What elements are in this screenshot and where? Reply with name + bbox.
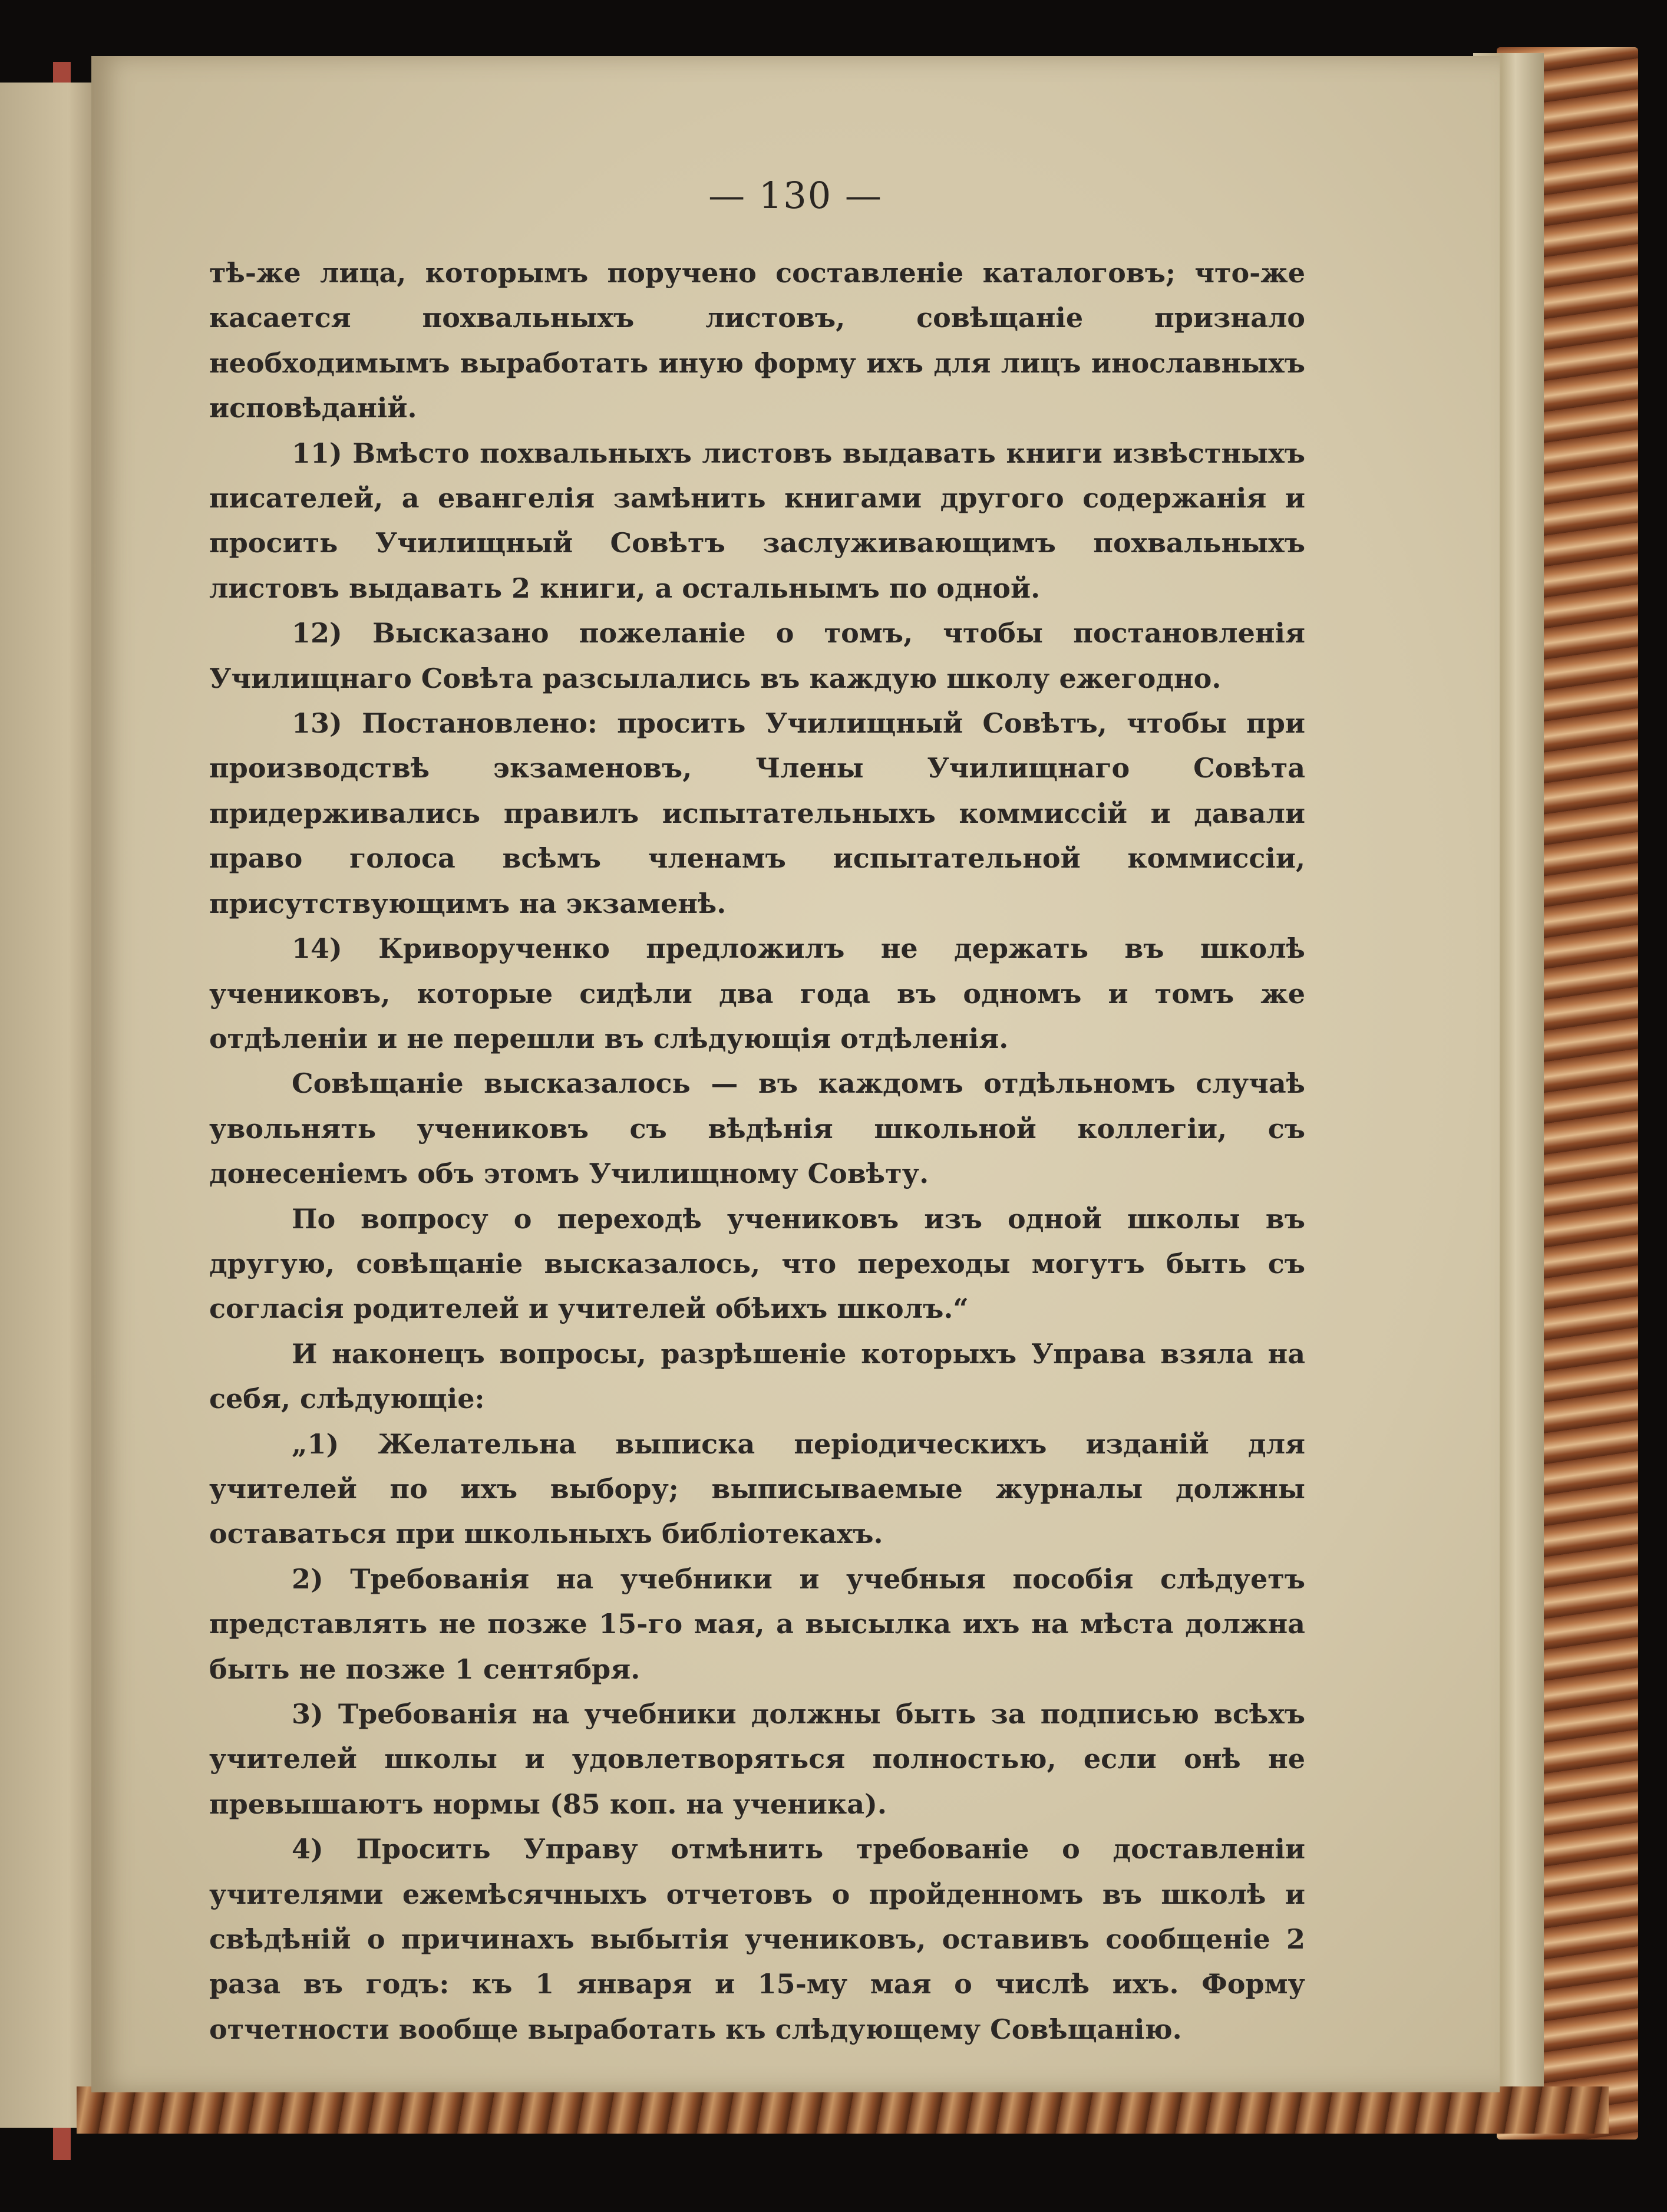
- book-page: [91, 56, 1500, 2092]
- paragraph: тѣ-же лица, которымъ поручено составленіе каталоговъ; что-же касается похвальныхъ листовъ, совѣщаніе признало необходимымъ выработать иную форму ихъ для лицъ инославныхъ исповѣданій.: [209, 257, 1305, 424]
- paragraph-item-2: 2) Требованія на учебники и учебныя пособія слѣдуетъ представлять не позже 15-го мая, а высылка ихъ на мѣста должна быть не позже 1 сентября.: [209, 1562, 1305, 1685]
- page-number: — 130 —: [708, 174, 883, 217]
- paragraph: Совѣщаніе высказалось — въ каждомъ отдѣльномъ случаѣ увольнять учениковъ съ вѣдѣнія школьной коллегіи, съ донесеніемъ объ этомъ Училищному Совѣту.: [209, 1067, 1305, 1190]
- paragraph-item-4: 4) Просить Управу отмѣнить требованіе о доставленіи учителями ежемѣсячныхъ отчетовъ о пройденномъ въ школѣ и свѣдѣній о причинахъ выбытія учениковъ, оставивъ сообщеніе 2 раза въ годъ: къ 1 января и 15-му мая о числѣ ихъ. Форму отчетности вообще выработать къ слѣдующему Совѣщанію.: [209, 1833, 1305, 2045]
- bottom-cover-edge: [77, 2086, 1609, 2134]
- paragraph-item-13: 13) Постановлено: просить Училищный Совѣтъ, чтобы при производствѣ экзаменовъ, Члены Училищнаго Совѣта придерживались правилъ испытательныхъ коммиссій и давали право голоса всѣмъ членамъ испытательной коммиссіи, присутствующимъ на экзаменѣ.: [209, 707, 1305, 919]
- page-text: [209, 250, 1305, 2052]
- paragraph-item-3: 3) Требованія на учебники должны быть за подписью всѣхъ учителей школы и удовлетворяться полностью, если онѣ не превышаютъ нормы (85 коп. на ученика).: [209, 1698, 1305, 1820]
- facing-page-edge: [0, 83, 101, 2128]
- paragraph: По вопросу о переходѣ учениковъ изъ одной школы въ другую, совѣщаніе высказалось, что переходы могутъ быть съ согласія родителей и учителей обѣихъ школъ.“: [209, 1202, 1305, 1325]
- paragraph-item-1: „1) Желательна выписка періодическихъ изданій для учителей по ихъ выбору; выписываемые журналы должны оставаться при школьныхъ библіотекахъ.: [209, 1428, 1305, 1550]
- paragraph-item-14: 14) Криворученко предложилъ не держать въ школѣ учениковъ, которые сидѣли два года въ одномъ и томъ же отдѣленіи и не перешли въ слѣдующія отдѣленія.: [209, 932, 1305, 1054]
- paragraph: И наконецъ вопросы, разрѣшеніе которыхъ Управа взяла на себя, слѣдующіе:: [209, 1337, 1305, 1415]
- paragraph-item-12: 12) Высказано пожеланіе о томъ, чтобы постановленія Училищнаго Совѣта разсылались въ каждую школу ежегодно.: [209, 617, 1305, 694]
- paragraph-item-11: 11) Вмѣсто похвальныхъ листовъ выдавать книги извѣстныхъ писателей, а евангелія замѣнить книгами другого содержанія и просить Училищный Совѣтъ заслуживающимъ похвальныхъ листовъ выдавать 2 книги, а остальнымъ по одной.: [209, 437, 1305, 604]
